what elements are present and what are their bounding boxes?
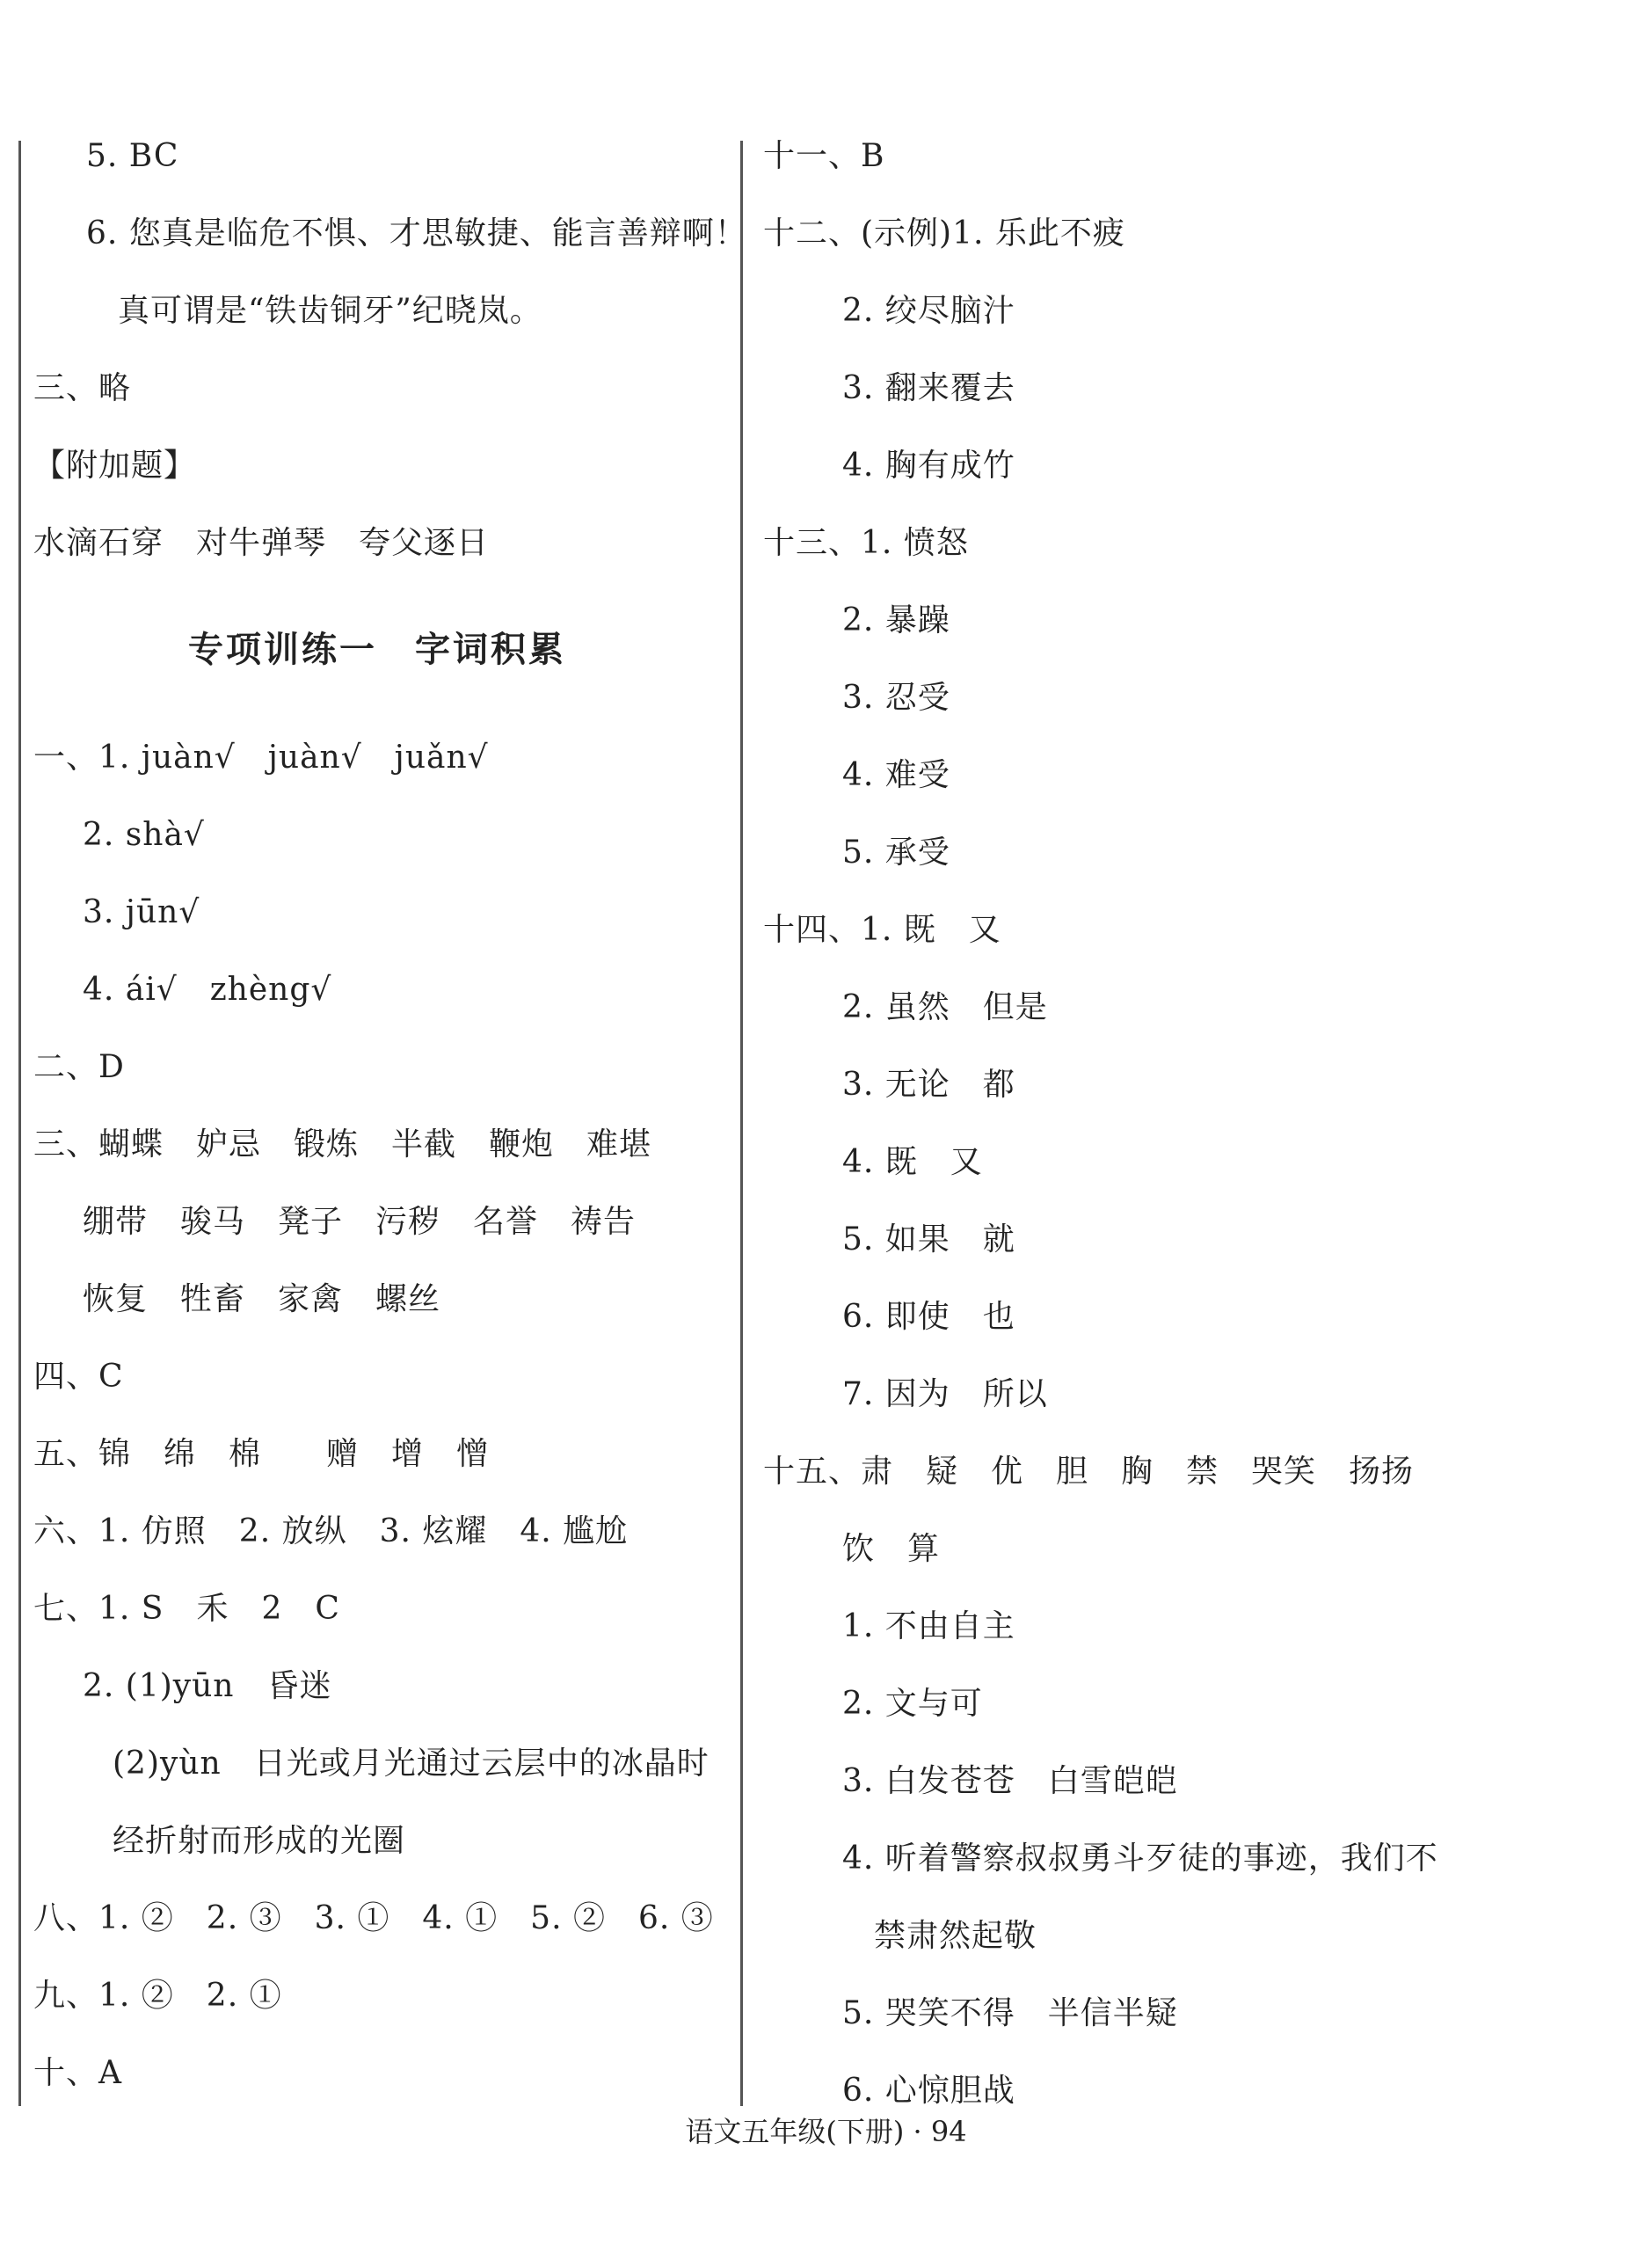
answer-line: 恢复 牲畜 家禽 螺丝 <box>83 1281 441 1317</box>
left-margin-rule <box>18 141 21 2106</box>
answer-line: 禁肃然起敬 <box>874 1918 1037 1954</box>
answer-line: 经折射而形成的光圈 <box>113 1823 406 1859</box>
answer-line: 5. 如果 就 <box>842 1221 1015 1257</box>
answer-line: (2)yùn 日光或月光通过云层中的冰晶时 <box>113 1746 710 1782</box>
section-title: 专项训练一 字词积累 <box>188 630 566 670</box>
answer-line: 九、1. ② 2. ① <box>33 1978 282 2014</box>
answer-line: 2. shà√ <box>83 817 205 853</box>
answer-line: 饮 算 <box>842 1531 941 1567</box>
answer-line: 2. 暴躁 <box>842 602 950 638</box>
answer-line: 2. 绞尽脑汁 <box>842 293 1015 329</box>
answer-line: 5. 承受 <box>842 835 950 871</box>
column-divider-rule <box>740 141 743 2106</box>
answer-line: 三、蝴蝶 妒忌 锻炼 半截 鞭炮 难堪 <box>33 1126 652 1163</box>
answer-line: 真可谓是“铁齿铜牙”纪晓岚。 <box>118 293 542 329</box>
answer-line: 3. 翻来覆去 <box>842 370 1015 406</box>
answer-line: 6. 您真是临危不惧、才思敏捷、能言善辩啊！ <box>86 215 747 251</box>
answer-line: 绷带 骏马 凳子 污秽 名誉 祷告 <box>83 1204 637 1240</box>
answer-line: 3. 忍受 <box>842 680 950 716</box>
answer-line: 1. 不由自主 <box>842 1608 1015 1644</box>
answer-line: 四、C <box>33 1359 124 1395</box>
answer-line: 十、A <box>33 2055 122 2091</box>
answer-line: 3. 白发苍苍 白雪皑皑 <box>842 1763 1178 1799</box>
answer-line: 十二、(示例)1. 乐此不疲 <box>763 215 1125 251</box>
answer-line: 十五、肃 疑 优 胆 胸 禁 哭笑 扬扬 <box>763 1454 1415 1490</box>
answer-line: 十三、1. 愤怒 <box>763 525 969 561</box>
answer-line: 十四、1. 既 又 <box>763 912 1001 948</box>
answer-line: 5. BC <box>86 138 179 174</box>
answer-line: 七、1. S 禾 2 C <box>33 1591 340 1627</box>
bonus-heading: 【附加题】 <box>33 448 197 484</box>
answer-line: 4. 既 又 <box>842 1144 983 1180</box>
answer-line: 3. jūn√ <box>83 894 200 930</box>
answer-line: 4. 胸有成竹 <box>842 448 1015 484</box>
answer-line: 4. 难受 <box>842 757 950 793</box>
answer-line: 4. ái√ zhèng√ <box>83 972 332 1008</box>
answer-line: 一、1. juàn√ juàn√ juǎn√ <box>33 740 489 776</box>
answer-line: 八、1. ② 2. ③ 3. ① 4. ① 5. ② 6. ③ <box>33 1900 714 1936</box>
answer-line: 6. 心惊胆战 <box>842 2073 1015 2109</box>
answer-line: 水滴石穿 对牛弹琴 夸父逐日 <box>33 525 490 561</box>
answer-line: 4. 听着警察叔叔勇斗歹徒的事迹，我们不 <box>842 1840 1438 1877</box>
answer-line: 7. 因为 所以 <box>842 1376 1048 1412</box>
answer-line: 十一、B <box>763 138 885 174</box>
answer-line: 六、1. 仿照 2. 放纵 3. 炫耀 4. 尴尬 <box>33 1513 629 1549</box>
answer-line: 五、锦 绵 棉 赠 增 憎 <box>33 1436 490 1472</box>
answer-line: 2. 虽然 但是 <box>842 989 1048 1025</box>
answer-line: 3. 无论 都 <box>842 1067 1015 1103</box>
answer-line: 2. (1)yūn 昏迷 <box>83 1668 332 1704</box>
answer-line: 6. 即使 也 <box>842 1299 1015 1335</box>
answer-line: 三、略 <box>33 370 132 406</box>
page-footer: 语文五年级(下册) · 94 <box>685 2115 967 2148</box>
answer-line: 2. 文与可 <box>842 1686 983 1722</box>
answer-line: 二、D <box>33 1049 125 1085</box>
answer-line: 5. 哭笑不得 半信半疑 <box>842 1995 1178 2031</box>
